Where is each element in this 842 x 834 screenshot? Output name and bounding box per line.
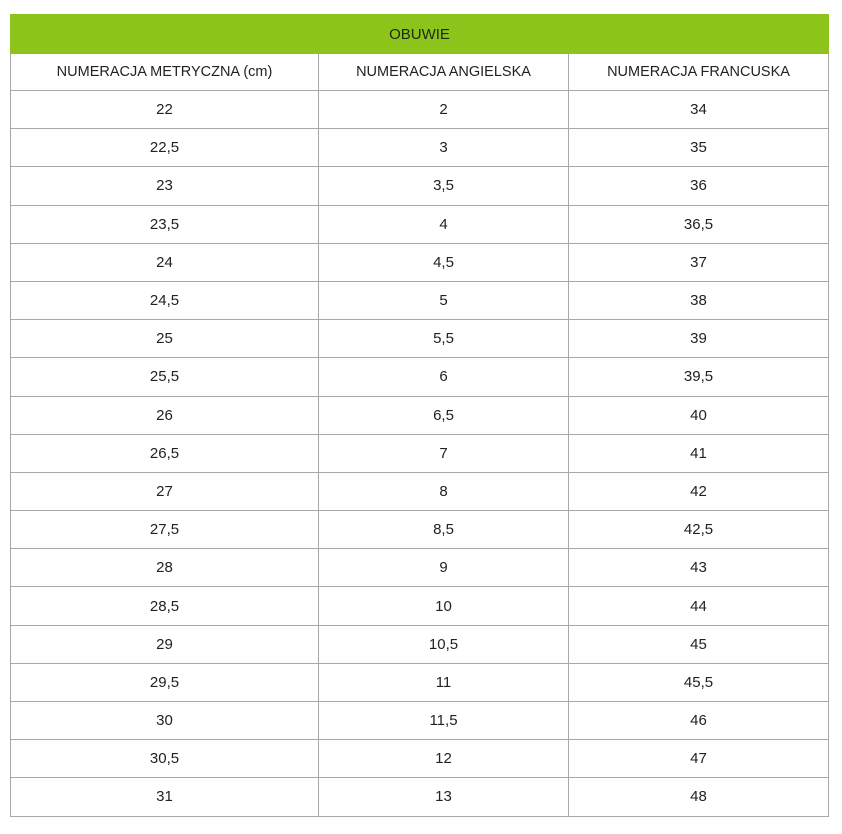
cell-french: 39 [569,320,829,358]
cell-english: 11,5 [319,702,569,740]
table-row [11,778,829,816]
cell-english: 3 [319,129,569,167]
cell-metric: 26,5 [11,434,319,472]
table-row [11,587,829,625]
cell-french: 42,5 [569,511,829,549]
cell-english: 12 [319,740,569,778]
cell-english: 6 [319,358,569,396]
table-row [11,167,829,205]
cell-metric: 25 [11,320,319,358]
column-header-metric: NUMERACJA METRYCZNA (cm) [11,54,319,91]
cell-english: 11 [319,663,569,701]
cell-english: 10,5 [319,625,569,663]
table-row [11,472,829,510]
cell-metric: 30 [11,702,319,740]
cell-metric: 29,5 [11,663,319,701]
cell-french: 38 [569,281,829,319]
cell-french: 34 [569,91,829,129]
cell-english: 8 [319,472,569,510]
table-row [11,129,829,167]
cell-metric: 23 [11,167,319,205]
table-row [11,740,829,778]
cell-metric: 24 [11,243,319,281]
table-header-row [11,54,829,91]
cell-english: 13 [319,778,569,816]
cell-metric: 24,5 [11,281,319,319]
cell-french: 35 [569,129,829,167]
cell-metric: 28 [11,549,319,587]
table-row [11,396,829,434]
cell-french: 48 [569,778,829,816]
cell-metric: 29 [11,625,319,663]
cell-french: 45 [569,625,829,663]
table-body [11,91,829,817]
cell-metric: 30,5 [11,740,319,778]
table-row [11,281,829,319]
column-header-english: NUMERACJA ANGIELSKA [319,54,569,91]
table-title-row [11,15,829,54]
cell-english: 9 [319,549,569,587]
cell-english: 8,5 [319,511,569,549]
cell-french: 45,5 [569,663,829,701]
cell-english: 10 [319,587,569,625]
table-row [11,549,829,587]
table-row [11,91,829,129]
cell-english: 6,5 [319,396,569,434]
cell-english: 5 [319,281,569,319]
cell-metric: 25,5 [11,358,319,396]
shoe-size-table [10,14,829,817]
size-chart [10,14,828,817]
table-row [11,243,829,281]
cell-english: 3,5 [319,167,569,205]
table-row [11,320,829,358]
table-row [11,702,829,740]
column-header-french: NUMERACJA FRANCUSKA [569,54,829,91]
cell-english: 4,5 [319,243,569,281]
table-row [11,663,829,701]
cell-english: 7 [319,434,569,472]
table-row [11,511,829,549]
cell-metric: 26 [11,396,319,434]
cell-english: 2 [319,91,569,129]
cell-french: 39,5 [569,358,829,396]
cell-french: 43 [569,549,829,587]
table-title: OBUWIE [11,15,829,54]
cell-french: 36 [569,167,829,205]
cell-french: 37 [569,243,829,281]
cell-metric: 28,5 [11,587,319,625]
cell-french: 36,5 [569,205,829,243]
table-row [11,358,829,396]
cell-french: 44 [569,587,829,625]
cell-french: 42 [569,472,829,510]
table-row [11,205,829,243]
cell-metric: 27,5 [11,511,319,549]
cell-metric: 22,5 [11,129,319,167]
cell-english: 5,5 [319,320,569,358]
table-row [11,434,829,472]
cell-french: 47 [569,740,829,778]
cell-metric: 27 [11,472,319,510]
cell-metric: 23,5 [11,205,319,243]
cell-metric: 22 [11,91,319,129]
cell-french: 41 [569,434,829,472]
cell-french: 46 [569,702,829,740]
cell-metric: 31 [11,778,319,816]
table-row [11,625,829,663]
cell-french: 40 [569,396,829,434]
cell-english: 4 [319,205,569,243]
